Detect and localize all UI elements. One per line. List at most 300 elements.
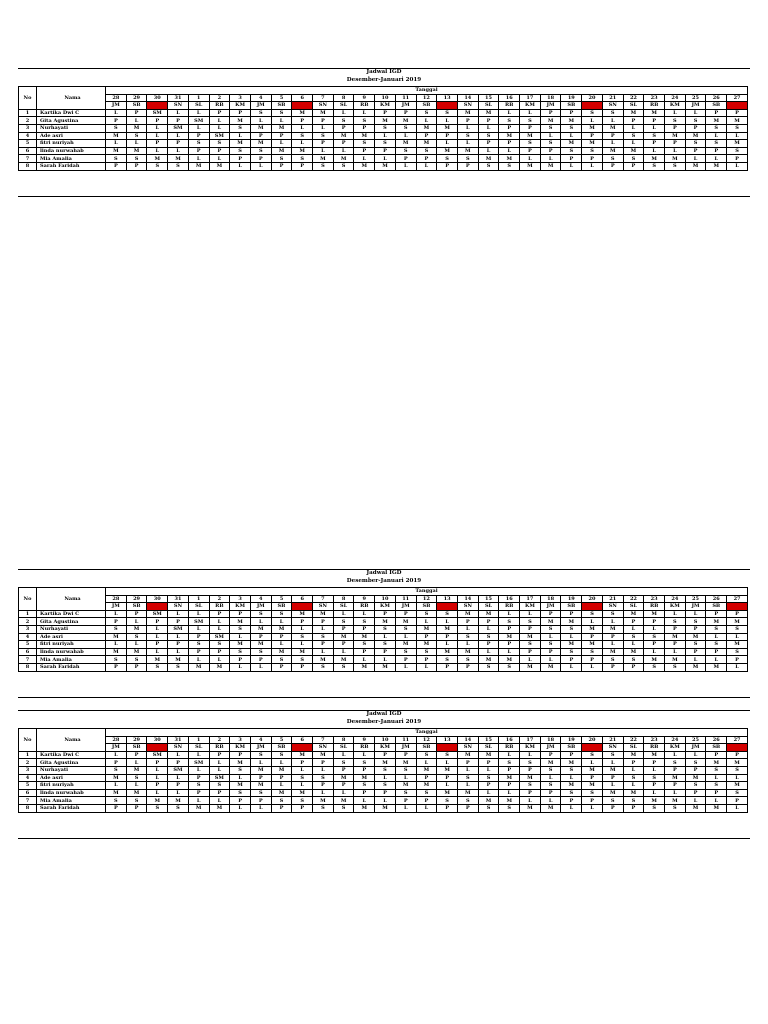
shift-cell: P <box>727 656 748 664</box>
shift-cell: S <box>706 625 727 633</box>
day-cell: SB <box>706 603 727 611</box>
shift-cell: P <box>168 641 189 649</box>
shift-cell: P <box>395 751 416 759</box>
shift-cell: L <box>375 633 396 641</box>
shift-cell: P <box>499 625 520 633</box>
shift-cell: S <box>457 633 478 641</box>
shift-cell: L <box>106 641 127 649</box>
shift-cell: P <box>623 759 644 767</box>
shift-cell: L <box>644 648 665 656</box>
shift-cell: P <box>292 162 313 170</box>
day-cell: JM <box>395 603 416 611</box>
shift-cell: P <box>416 633 437 641</box>
shift-cell: P <box>706 751 727 759</box>
row-number: 4 <box>19 633 37 641</box>
shift-cell: S <box>333 618 354 626</box>
day-cell: KM <box>230 603 251 611</box>
shift-cell: L <box>478 147 499 155</box>
shift-cell: L <box>292 766 313 774</box>
shift-cell: M <box>188 804 209 812</box>
shift-cell: L <box>437 140 458 148</box>
shift-cell: M <box>230 759 251 767</box>
staff-name: linda nurwahab <box>37 789 106 797</box>
shift-cell: L <box>685 751 706 759</box>
shift-cell: L <box>499 109 520 117</box>
shift-cell: M <box>478 751 499 759</box>
shift-cell: M <box>395 140 416 148</box>
date-cell: 30 <box>147 595 168 603</box>
date-cell: 29 <box>126 94 147 102</box>
date-cell: 30 <box>147 736 168 744</box>
shift-cell: S <box>582 109 603 117</box>
shift-cell: M <box>520 162 541 170</box>
shift-cell: M <box>685 162 706 170</box>
shift-cell: P <box>582 132 603 140</box>
day-cell: SB <box>561 744 582 752</box>
shift-cell: S <box>395 648 416 656</box>
shift-cell: S <box>230 124 251 132</box>
table-row <box>19 147 748 155</box>
shift-cell: S <box>520 140 541 148</box>
shift-cell: M <box>292 147 313 155</box>
shift-cell: P <box>478 618 499 626</box>
shift-cell: P <box>313 140 334 148</box>
shift-cell: L <box>209 797 230 805</box>
shift-cell: SM <box>188 618 209 626</box>
date-cell: 2 <box>209 595 230 603</box>
shift-cell: P <box>437 132 458 140</box>
shift-cell: S <box>147 804 168 812</box>
shift-cell: S <box>457 155 478 163</box>
table-row <box>19 625 748 633</box>
shift-cell: P <box>478 782 499 790</box>
row-number: 2 <box>19 117 37 125</box>
shift-cell: L <box>168 751 189 759</box>
shift-cell: P <box>582 155 603 163</box>
shift-cell: L <box>644 147 665 155</box>
shift-cell: S <box>250 751 271 759</box>
shift-cell: P <box>375 789 396 797</box>
shift-cell: L <box>168 610 189 618</box>
shift-cell: P <box>209 789 230 797</box>
shift-cell: S <box>106 656 127 664</box>
date-cell: 6 <box>292 94 313 102</box>
row-number: 8 <box>19 663 37 671</box>
shift-cell: S <box>271 155 292 163</box>
row-number: 1 <box>19 610 37 618</box>
shift-cell: P <box>478 641 499 649</box>
shift-cell: P <box>727 797 748 805</box>
day-cell: RB <box>354 744 375 752</box>
shift-cell: L <box>664 610 685 618</box>
shift-cell: S <box>727 124 748 132</box>
schedule-block-2 <box>18 569 750 699</box>
shift-cell: S <box>478 804 499 812</box>
shift-cell: S <box>602 155 623 163</box>
shift-cell: L <box>375 656 396 664</box>
staff-name: Ade asri <box>37 774 106 782</box>
shift-cell: L <box>188 656 209 664</box>
shift-cell: S <box>126 797 147 805</box>
shift-cell: P <box>230 610 251 618</box>
date-cell: 21 <box>602 94 623 102</box>
shift-cell: M <box>602 124 623 132</box>
shift-cell: L <box>168 648 189 656</box>
shift-cell: M <box>230 140 251 148</box>
shift-cell: P <box>354 124 375 132</box>
shift-cell: M <box>395 782 416 790</box>
shift-cell: P <box>520 789 541 797</box>
day-cell: KM <box>375 603 396 611</box>
shift-cell: L <box>706 797 727 805</box>
day-cell: JM <box>250 744 271 752</box>
shift-cell: P <box>602 663 623 671</box>
shift-cell: P <box>644 641 665 649</box>
date-cell: 28 <box>106 94 127 102</box>
shift-cell: M <box>416 625 437 633</box>
shift-cell: S <box>416 648 437 656</box>
shift-cell: L <box>727 663 748 671</box>
shift-cell: M <box>520 633 541 641</box>
shift-cell: M <box>457 109 478 117</box>
shift-cell: L <box>313 625 334 633</box>
shift-cell: L <box>333 648 354 656</box>
shift-cell: M <box>520 804 541 812</box>
shift-cell: M <box>271 625 292 633</box>
shift-cell: L <box>685 109 706 117</box>
day-cell: SL <box>478 603 499 611</box>
shift-cell: L <box>457 124 478 132</box>
schedule-subtitle: Desember-Januari 2019 <box>346 578 422 584</box>
shift-cell: P <box>416 132 437 140</box>
header-tanggal: Tanggal <box>106 87 748 95</box>
day-cell: RB <box>354 102 375 110</box>
shift-cell: L <box>685 155 706 163</box>
day-cell: SL <box>333 102 354 110</box>
shift-cell: M <box>395 641 416 649</box>
shift-cell: L <box>437 618 458 626</box>
shift-cell: P <box>209 751 230 759</box>
shift-cell: L <box>271 618 292 626</box>
shift-cell: P <box>126 751 147 759</box>
shift-cell: L <box>623 782 644 790</box>
shift-cell: L <box>230 804 251 812</box>
shift-cell: S <box>126 132 147 140</box>
shift-cell: M <box>664 656 685 664</box>
shift-cell: S <box>416 789 437 797</box>
shift-cell: L <box>209 618 230 626</box>
shift-cell: P <box>188 132 209 140</box>
shift-cell: S <box>520 618 541 626</box>
shift-cell: S <box>623 633 644 641</box>
shift-cell: S <box>292 797 313 805</box>
shift-cell: L <box>540 656 561 664</box>
shift-cell: P <box>540 648 561 656</box>
shift-cell: L <box>602 782 623 790</box>
shift-cell: P <box>706 109 727 117</box>
date-cell: 12 <box>416 736 437 744</box>
row-number: 1 <box>19 751 37 759</box>
shift-cell: S <box>375 766 396 774</box>
date-cell: 9 <box>354 736 375 744</box>
shift-cell: P <box>644 140 665 148</box>
shift-cell: SM <box>209 633 230 641</box>
schedule-table <box>18 86 748 171</box>
shift-cell: S <box>561 147 582 155</box>
date-cell: 9 <box>354 595 375 603</box>
shift-cell: P <box>333 625 354 633</box>
date-cell: 15 <box>478 736 499 744</box>
shift-cell: L <box>395 663 416 671</box>
staff-name: Nurhayati <box>37 625 106 633</box>
shift-cell: M <box>354 663 375 671</box>
shift-cell: L <box>582 804 603 812</box>
shift-cell: L <box>126 759 147 767</box>
day-cell-holiday: MG <box>727 744 748 752</box>
shift-cell: S <box>644 804 665 812</box>
shift-cell: L <box>188 610 209 618</box>
shift-cell: M <box>209 162 230 170</box>
shift-cell: P <box>644 618 665 626</box>
schedule-title: Jadwal IGD <box>366 711 402 717</box>
header-tanggal: Tanggal <box>106 729 748 737</box>
shift-cell: S <box>520 117 541 125</box>
header-no: No <box>19 729 37 752</box>
shift-cell: S <box>540 625 561 633</box>
shift-cell: L <box>664 648 685 656</box>
date-cell: 28 <box>106 736 127 744</box>
shift-cell: S <box>664 162 685 170</box>
shift-cell: S <box>602 656 623 664</box>
shift-cell: M <box>375 759 396 767</box>
shift-cell: P <box>561 610 582 618</box>
shift-cell: S <box>644 132 665 140</box>
shift-cell: M <box>416 782 437 790</box>
shift-cell: M <box>416 124 437 132</box>
date-cell: 28 <box>106 595 127 603</box>
shift-cell: M <box>126 766 147 774</box>
shift-cell: M <box>561 117 582 125</box>
schedule-subtitle: Desember-Januari 2019 <box>346 77 422 83</box>
shift-cell: M <box>644 751 665 759</box>
shift-cell: S <box>188 140 209 148</box>
shift-cell: S <box>395 124 416 132</box>
day-cell: SL <box>333 603 354 611</box>
shift-cell: S <box>230 648 251 656</box>
header-name: Nama <box>37 588 106 611</box>
shift-cell: L <box>520 610 541 618</box>
shift-cell: M <box>623 610 644 618</box>
shift-cell: L <box>561 633 582 641</box>
day-cell: JM <box>685 102 706 110</box>
shift-cell: M <box>602 648 623 656</box>
shift-cell: L <box>561 132 582 140</box>
shift-cell: P <box>499 124 520 132</box>
shift-cell: S <box>147 162 168 170</box>
day-cell: SL <box>478 102 499 110</box>
shift-cell: M <box>168 797 189 805</box>
shift-cell: L <box>230 132 251 140</box>
shift-cell: L <box>230 162 251 170</box>
shift-cell: P <box>147 759 168 767</box>
shift-cell: S <box>644 774 665 782</box>
date-cell: 1 <box>188 94 209 102</box>
shift-cell: P <box>457 759 478 767</box>
shift-cell: P <box>644 782 665 790</box>
shift-cell: P <box>685 766 706 774</box>
shift-cell: M <box>478 109 499 117</box>
shift-cell: P <box>561 656 582 664</box>
shift-cell: L <box>292 140 313 148</box>
date-cell: 11 <box>395 595 416 603</box>
shift-cell: S <box>313 633 334 641</box>
shift-cell: L <box>333 789 354 797</box>
shift-cell: M <box>126 789 147 797</box>
shift-cell: S <box>437 751 458 759</box>
shift-cell: M <box>582 782 603 790</box>
day-cell: SN <box>313 603 334 611</box>
shift-cell: M <box>582 625 603 633</box>
shift-cell: S <box>602 109 623 117</box>
day-cell: JM <box>395 102 416 110</box>
shift-cell: L <box>499 648 520 656</box>
row-number: 6 <box>19 147 37 155</box>
day-cell: SB <box>561 603 582 611</box>
shift-cell: P <box>271 774 292 782</box>
shift-cell: L <box>644 124 665 132</box>
shift-cell: M <box>106 633 127 641</box>
shift-cell: L <box>188 797 209 805</box>
date-cell: 3 <box>230 736 251 744</box>
shift-cell: P <box>147 140 168 148</box>
date-cell: 18 <box>540 595 561 603</box>
shift-cell: P <box>250 633 271 641</box>
shift-cell: L <box>375 132 396 140</box>
shift-cell: L <box>499 147 520 155</box>
shift-cell: M <box>582 641 603 649</box>
shift-cell: M <box>313 610 334 618</box>
shift-cell: P <box>292 618 313 626</box>
date-cell: 9 <box>354 94 375 102</box>
shift-cell: M <box>292 789 313 797</box>
shift-cell: P <box>395 797 416 805</box>
shift-cell: M <box>230 782 251 790</box>
shift-cell: S <box>395 789 416 797</box>
shift-cell: P <box>354 147 375 155</box>
shift-cell: P <box>706 610 727 618</box>
shift-cell: M <box>416 140 437 148</box>
shift-cell: S <box>188 641 209 649</box>
shift-cell: P <box>664 124 685 132</box>
shift-cell: L <box>520 155 541 163</box>
date-cell: 26 <box>706 94 727 102</box>
shift-cell: L <box>375 155 396 163</box>
shift-cell: L <box>126 117 147 125</box>
date-cell: 15 <box>478 94 499 102</box>
shift-cell: M <box>250 124 271 132</box>
shift-cell: M <box>437 625 458 633</box>
date-cell: 10 <box>375 595 396 603</box>
shift-cell: M <box>644 797 665 805</box>
shift-cell: S <box>395 766 416 774</box>
shift-cell: L <box>271 641 292 649</box>
shift-cell: P <box>209 109 230 117</box>
shift-cell: S <box>209 641 230 649</box>
shift-cell: M <box>664 633 685 641</box>
shift-cell: L <box>250 663 271 671</box>
date-cell: 22 <box>623 595 644 603</box>
row-number: 7 <box>19 155 37 163</box>
shift-cell: P <box>623 162 644 170</box>
header-name: Nama <box>37 729 106 752</box>
date-cell: 5 <box>271 736 292 744</box>
staff-name: Nurhayati <box>37 124 106 132</box>
shift-cell: P <box>292 759 313 767</box>
day-cell: KM <box>520 102 541 110</box>
shift-cell: M <box>147 656 168 664</box>
shift-cell: L <box>416 663 437 671</box>
shift-cell: S <box>250 109 271 117</box>
day-cell: SB <box>706 744 727 752</box>
shift-cell: M <box>664 155 685 163</box>
shift-cell: L <box>623 625 644 633</box>
shift-cell: S <box>188 782 209 790</box>
date-cell: 14 <box>457 94 478 102</box>
shift-cell: M <box>313 109 334 117</box>
day-cell: JM <box>250 102 271 110</box>
shift-cell: M <box>209 804 230 812</box>
shift-cell: M <box>457 610 478 618</box>
shift-cell: M <box>644 155 665 163</box>
shift-cell: M <box>292 751 313 759</box>
shift-cell: S <box>168 162 189 170</box>
shift-cell: L <box>147 774 168 782</box>
shift-cell: L <box>727 162 748 170</box>
shift-cell: M <box>706 162 727 170</box>
shift-cell: L <box>623 140 644 148</box>
shift-cell: P <box>230 797 251 805</box>
date-cell: 5 <box>271 595 292 603</box>
shift-cell: S <box>437 109 458 117</box>
shift-cell: L <box>209 124 230 132</box>
shift-cell: P <box>271 804 292 812</box>
shift-cell: SM <box>168 124 189 132</box>
shift-cell: L <box>250 804 271 812</box>
shift-cell: P <box>416 774 437 782</box>
shift-cell: S <box>313 774 334 782</box>
shift-cell: S <box>313 162 334 170</box>
shift-cell: S <box>106 155 127 163</box>
shift-cell: L <box>209 625 230 633</box>
shift-cell: L <box>644 766 665 774</box>
shift-cell: P <box>664 766 685 774</box>
shift-cell: L <box>540 774 561 782</box>
shift-cell: P <box>168 618 189 626</box>
shift-cell: S <box>561 766 582 774</box>
shift-cell: M <box>375 162 396 170</box>
day-cell: SB <box>126 603 147 611</box>
shift-cell: P <box>478 140 499 148</box>
shift-cell: P <box>540 751 561 759</box>
shift-cell: L <box>395 162 416 170</box>
shift-cell: L <box>727 804 748 812</box>
table-row <box>19 663 748 671</box>
shift-cell: L <box>168 147 189 155</box>
shift-cell: S <box>478 132 499 140</box>
shift-cell: P <box>727 751 748 759</box>
shift-cell: M <box>126 147 147 155</box>
shift-cell: L <box>623 124 644 132</box>
